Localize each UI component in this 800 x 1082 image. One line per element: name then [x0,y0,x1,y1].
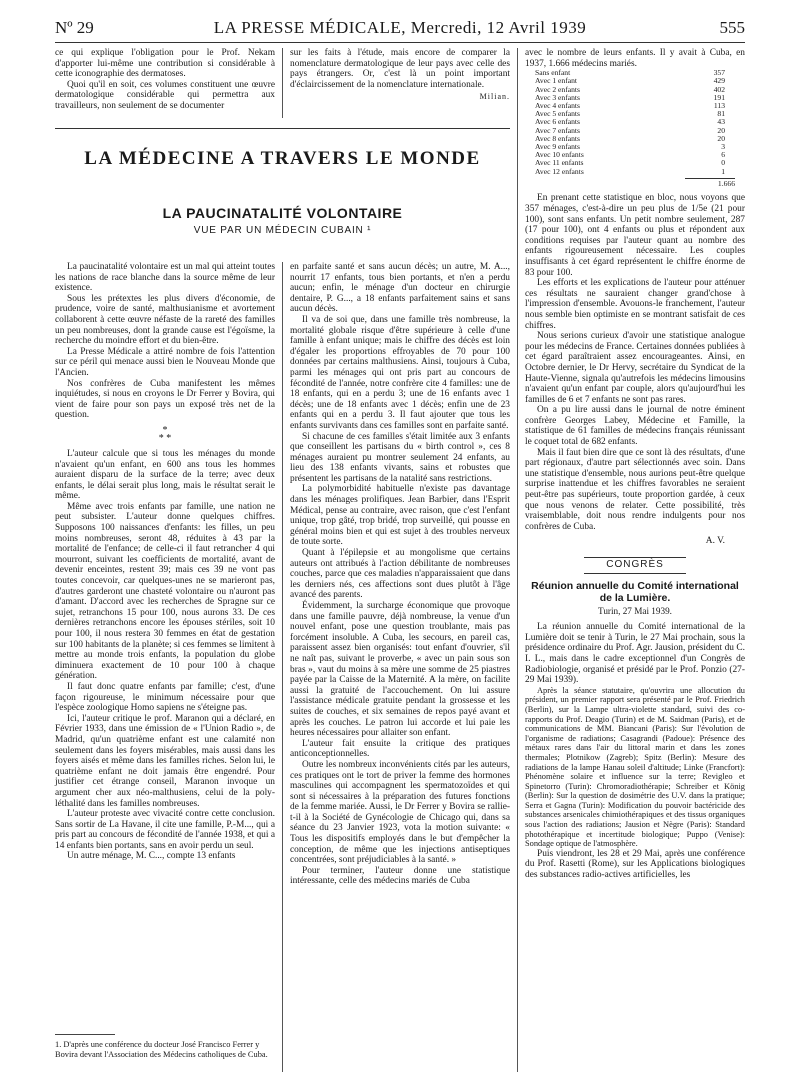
column-rule [517,48,518,1072]
paragraph: Il va de soi que, dans une famille très nombreuse, la mortalité globale risque d'être supérieure à celle d'une famille à enfant unique; mais le chiffre des décès est loin d'égaler les proportions effroyables de 70 pour 100 données par certains malthusiens. Ainsi, toujours à Cuba, parmi les ménages qui ont pris part au concours de fécondité de l'année, notre confrère cite 4 familles: une de 18 enfants, qui en a perdu 3; une de 16 enfants avec 1 décès; une de 18 enfants avec 1 décès; enfin une de 23 enfants qui en a perdu 3. Il faut ajouter que tous les enfants survivants dans ces familles sont en parfaite santé. [290,314,510,431]
paragraph: La polymorbidité habituelle n'existe pas davantage dans les ménages prolifiques. Jean Barbier, dans l'Esprit Médical, pense au contraire, avec raison, que c'est l'enfant unique, trop gâté, trop bridé, trop surveillé, qui pousse en général moins bien et qui est sujet à des troubles nerveux de toute sorte. [290,484,510,548]
paragraph: Il faut donc quatre enfants par famille; c'est, d'une façon rigoureuse, le minimum nécessaire pour que l'espèce zoologique Homo sapiens ne s'éteigne pas. [55,681,275,714]
paragraph: La paucinatalité volontaire est un mal qui atteint toutes les nations de race blanche dans la source même de leur existence. [55,262,275,294]
article-column-1 [55,262,275,862]
paragraph: Nous serions curieux d'avoir une statistique analogue pour les médecins de France. Certaines données publiées à cet égard paraîtraient assez encourageantes. Ainsi, en Octobre dernier, le Dr Hervy, secrétaire du Syndicat de la Haute-Vienne, signala qu'autrefois les médecins limousins n'avaient qu'un enfant par couple, alors qu'aujourd'hui les familles de 6 et 7 enfants ne sont pas rares. [525,331,745,405]
issue-number: Nº 29 [55,18,94,37]
paragraph: Puis viendront, les 28 et 29 Mai, après une conférence du Prof. Rasetti (Rome), sur les Applications biologiques des substances radio-actives artificielles, les [525,848,745,881]
section-banner: LA MÉDECINE A TRAVERS LE MONDE [84,148,481,169]
header-rule [55,42,745,43]
paragraph: La réunion annuelle du Comité international de la Lumière doit se tenir à Turin, le 27 Mai prochain, sous la présidence ordinaire du Prof. Agr. Jausion, président du C. I. L., mais dans le cadre exceptionnel d'un Congrès de Radiobiologie, organisé et présidé par le Prof. Ponzio (27-29 Mai 1939). [525,622,745,686]
statistics-total: 1.666 [717,178,735,188]
article-subtitle: VUE PAR UN MÉDECIN CUBAIN ¹ [193,225,372,236]
paragraph: L'auteur proteste avec vivacité contre cette conclusion. Sans sortir de La Havane, il cite une famille, P.-M..., qui a pris part au concours de fécondité de l'année 1938, et qui a 14 enfants bien portants, sans en avoir perdu un seul. [55,809,275,851]
footnote: 1. D'après une conférence du docteur José Francisco Ferrer y Bovira devant l'Association des Médecins catholiques de Cuba. [55,1040,268,1059]
stats-label: Sans enfant [535,68,571,78]
page-number: 555 [719,18,745,37]
column-rule [282,48,283,118]
page-header [55,18,745,40]
paragraph: Après la séance statutaire, qu'ouvrira une allocution du président, un premier rapport sera présenté par le Prof. Friedrich (Berlin), sur la Lampe ultra-violette standard, suivi des co-rapports du Prof. Deagio (Turin) et de M. Saidman (Paris), et de communications de MM. Biancani (Paris): Sur l'évolution de l'organisme de radiations; Casagrandi (Padoue): Présence des métaux rares dans l'air du littoral marin et dans les zones thermales; Plotnikow (Zagreb); Spitz (Berlin): Mesure des radiations de la lampe Hanau soleil d'altitude; Linke (Francfort): Phénomène solaire et influence sur la terre; Revigleo et Spinetorro (Turin): Chromoradiothérapie; Schreiber et König (Berlin): Sur la question de dosimétrie des U.V. dans la pratique; Serra et Gagna (Turin): Modification du pouvoir bactéricide des substances arsenicales chimiothérapiques et des tissus organiques sous l'action des radiations; Jausion et Nègre (Paris): Standard photothérapique et incertitude biologique; Puppo (Venise): Sondage optique de l'atmosphère. [525,685,745,849]
stats-label: Avec 12 enfants [535,166,584,176]
paragraph: Même avec trois enfants par famille, une nation ne peut subsister. L'auteur donne quelques chiffres. Supposons 100 naissances d'enfants: les filles, un peu moins nombreuses, seront 48, réduites à 43 par la mortalité de l'enfance; de celle-ci il faut retrancher 4 qui mourront, suivant les coefficients de mortalité, avant de devenir enceintes, restent 39; mais ces 39 ne vont pas toutes concevoir, car quelques-unes ne se marieront pas, d'autres garderont une chasteté volontaire ou n'auront pas d'amant. D'accord avec les recherches de Spragne sur ce sujet, retranchons 15 pour 100, nous aurons 33. De ces dernières retranchons encore les épouses stériles, soit 10 pour 100, il nous restera 30 femmes en état de gestation sur 100 habitants de la planète; si ces femmes se limitent à mettre au monde trois enfants, la population du globe diminuera exactement de 10 pour 100 à chaque génération. [55,501,275,682]
paragraph: Quoi qu'il en soit, ces volumes constituent une œuvre dermatologique considérable qui permettra aux travailleurs, non seulement de se documenter [55,79,275,111]
section-stars: * * * [158,424,172,444]
stats-value: 81 [717,109,725,119]
section-rule [55,128,510,129]
stats-label: Avec 6 enfants [535,117,580,127]
paragraph: en parfaite santé et sans aucun décès; un autre, M. A..., nourrit 17 enfants, tous bien portants, et n'en a perdu aucun; enfin, le ménage d'un docteur en chirurgie dentaire, P. G..., a 18 enfants parfaitement sains et sans aucun décès. [290,262,510,315]
stats-value: 113 [713,101,725,110]
paragraph: En prenant cette statistique en bloc, nous voyons que 357 ménages, c'est-à-dire un peu plus de 1/5e (21 pour 100), sont sans enfants. Un petit nombre seulement, 287 (17 pour 100), ont 4 enfants ou plus et répondent aux conditions requises par l'auteur quant au nombre des enfants rigoureusement nécessaire. Les couples insuffisants à cet égard représentent le chiffre énorme de 83 pour 100. [525,193,745,278]
article-signature: A. V. [705,536,725,547]
paragraph: sur les faits à l'étude, mais encore de comparer la nomenclature dermatologique de leur pays avec celle des pays étrangers. Or, c'est là un point important d'éclaircissement de la nomenclature internationale. [290,48,510,90]
stats-value: 3 [721,142,725,152]
stats-value: 20 [717,125,725,135]
paragraph: ce qui explique l'obligation pour le Prof. Nekam d'apporter lui-même une contribution si considérable à cette iconographie des dermatoses. [55,48,275,80]
stats-value: 402 [713,84,725,94]
stats-value: 191 [713,92,725,102]
congres-title: Réunion annuelle du Comité international de la Lumière. [531,579,739,604]
author-signature: Milian. [479,92,510,102]
paragraph: Si chacune de ces familles s'était limitée aux 3 enfants que conseillent les partisans du « birth control », ces 8 ménages auraient pu montrer seulement 24 enfants, au lieu des 138 enfants vivants, sains et robustes que présentent les partisans de la natalité sans restrictions. [290,431,510,484]
paragraph: Évidemment, la surcharge économique que provoque dans une famille pauvre, déjà nombreuse, la venue d'un nouvel enfant, pose une question troublante, mais pas forcément insoluble. A Cuba, les secours, en pareil cas, paraissent assez bien organisés: tout enfant d'ouvrier, s'il ne naît pas, suivant le proverbe, « avec un pain sous son bras », vaut du moins à sa mère une somme de 25 piastres payée par la Caisse de la Maternité. A la mère, on facilite aussi la gratuité de l'accouchement. On lui assure l'assistance médicale gratuite pendant la grossesse et les suites de couches, et six semaines de repos payé avant et après les couches. Le patron lui accorde et lui paie les heures nécessaires pour allaiter son enfant. [290,601,510,739]
children-statistics-table [535,69,725,176]
paragraph: Un autre ménage, M. C..., compte 13 enfants [67,851,236,862]
stats-value: 357 [713,68,725,78]
paragraph: La Presse Médicale a attiré nombre de fois l'attention sur ce péril qui menace aussi bien le Nouveau Monde que l'Ancien. [55,346,275,378]
paragraph: L'auteur fait ensuite la critique des pratiques anticonceptionnelles. [290,738,510,760]
congres-place-date: Turin, 27 Mai 1939. [598,605,672,616]
paragraph: Pour terminer, l'auteur donne une statistique intéressante, celle des médecins mariés de Cuba [290,865,510,887]
stats-value: 20 [717,133,725,143]
paragraph: On a pu lire aussi dans le journal de notre éminent confrère Georges Labey, Médecine et Famille, la statistique de 61 familles de médecins français réunissant le coquet total de 682 enfants. [525,405,745,448]
paragraph: L'auteur calcule que si tous les ménages du monde n'avaient qu'un enfant, en 600 ans tous les hommes auraient disparu de la surface de la terre; avec deux enfants, le délai serait plus long, mais le résultat serait le même. [55,448,275,502]
paragraph: Quant à l'épilepsie et au mongolisme que certains auteurs ont attribués à l'action débilitante de nombreuses couches, parce que ces maladies n'apparaissaient que dans les derniers nés, ces affections sont dues plutôt à l'âge avancé des parents. [290,548,510,601]
paragraph: Mais il faut bien dire que ce sont là des résultats, d'une part régionaux, d'autre part sélectionnés avec soin. Dans une statistique d'ensemble, nous aurions peut-être quelque surprise inattendue et les chiffres favorables ne seraient peut-être pas supérieurs, toute proportion gardée, à ceux que nous venons de relater. Cette possibilité, très vraisemblable, doit nous rendre indulgents pour nos confrères de Cuba. [525,447,745,532]
stats-value: 6 [721,150,725,160]
stats-row [535,168,725,176]
publication-title: LA PRESSE MÉDICALE, Mercredi, 12 Avril 1939 [213,18,587,37]
footnote-rule [55,1034,115,1035]
paragraph: Sous les prétextes les plus divers d'économie, de prudence, voire de santé, malthusianisme et avortement collaborent à cette œuvre néfaste de la rareté des familles un peu nombreuses, dont la grande cause est l'égoïsme, la recherche du moindre effort et du bien-être. [55,293,275,347]
stats-label: Avec 3 enfants [535,92,580,102]
stats-label: Avec 4 enfants [535,101,580,110]
top-middle-column [290,48,510,103]
article-title: LA PAUCINATALITÉ VOLONTAIRE [162,205,403,221]
stats-value: 0 [721,158,725,168]
stats-label: Avec 9 enfants [535,142,580,152]
paragraph: Les efforts et les explications de l'auteur pour atténuer ces résultats ne sauraient changer grand'chose à l'impression d'ensemble. Avouons-le franchement, l'auteur nous semble bien optimiste en se montrant satisfait de ces chiffres. [525,278,745,331]
stats-label: Avec 10 enfants [535,150,584,160]
stats-label: Avec 7 enfants [535,125,580,135]
stats-value: 429 [713,76,725,86]
stats-value: 1 [721,166,725,176]
stats-label: Avec 1 enfant [535,76,578,86]
paragraph: avec le nombre de leurs enfants. Il y avait à Cuba, en 1937, 1.666 médecins mariés. [525,48,745,69]
paragraph: Nos confrères de Cuba manifestent les mêmes inquiétudes, si nous en croyons le Dr Ferrer y Bovira, qui vient de faire pour son pays un exposé très net de la question. [55,378,275,421]
paragraph: Ici, l'auteur critique le prof. Maranon qui a déclaré, en Février 1933, dans une émission de « l'Union Radio », de Madrid, qu'un quatrième enfant est une calamité non seulement dans les foyers misérables, mais aussi dans les foyers aisés et même dans les familles riches. Selon lui, le quatrième enfant ne doit jamais être engendré. Pour justifier cet étrange conseil, Maranon invoque un argument cher aux néo-malthusiens, celui de la poly-léthalité dans les familles nombreuses. [55,713,275,809]
top-left-column [55,48,275,112]
congres-heading [525,557,745,574]
article-column-3 [525,48,745,881]
column-rule [282,262,283,1072]
article-column-2 [290,262,510,887]
paragraph: Outre les nombreux inconvénients cités par les auteurs, ces pratiques ont le tort de priver la femme des hormones masculines qui accompagnent les spermatozoïdes et qui sont si nécessaires à la préparation des futures fonctions de la femme mariée. Aussi, le Dr Ferrer y Bovira se rallie-t-il à la Société de Gynécologie de Chicago qui, dans sa séance du 23 Janvier 1923, vota la motion suivante: « Tous les dispositifs employés dans le but d'empêcher la conception, de même que les injections antiseptiques concentrées, sont préjudiciables à la santé. » [290,759,510,866]
stats-label: Avec 5 enfants [535,109,580,119]
stats-label: Avec 2 enfants [535,84,580,94]
congres-label: CONGRÈS [584,557,686,574]
stats-value: 43 [717,117,725,127]
stats-label: Avec 8 enfants [535,133,580,143]
stats-label: Avec 11 enfants [535,158,584,168]
